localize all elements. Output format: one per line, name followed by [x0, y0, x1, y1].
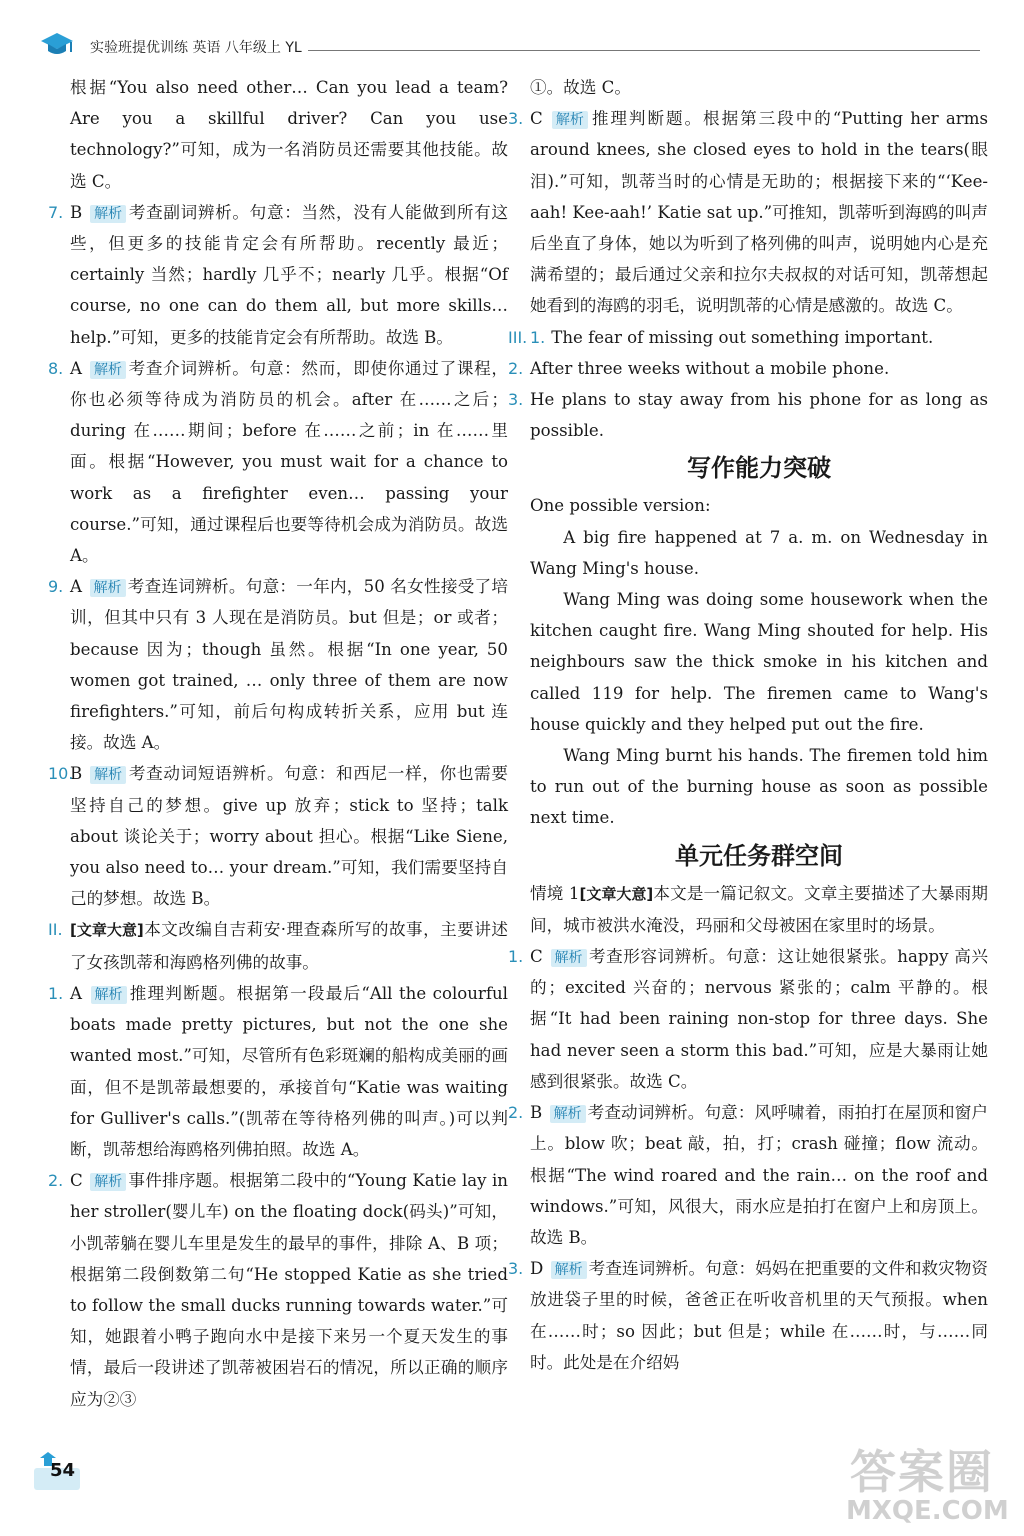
answer-letter: B [70, 764, 83, 784]
answer-letter: D [530, 1259, 544, 1279]
answer-item-s2 [48, 1165, 508, 1415]
answer-text: 考查副词辨析。句意：当然，没有人能做到所有这些，但更多的技能肯定会有所帮助。recently 最近；certainly 当然；hardly 几乎不；nearly 几乎。根据“Of course, no one can do them all, but more skills… help.”可知，更多的技能肯定会有所帮助。故选 B。 [70, 202, 508, 347]
graduation-cap-icon [40, 30, 74, 60]
analysis-tag: 解析 [551, 949, 587, 967]
section-2-summary [48, 914, 508, 977]
item-number: 3. [508, 390, 524, 410]
header-title: 实验班提优训练 英语 八年级上 YL [90, 40, 302, 56]
analysis-tag: 解析 [552, 111, 588, 129]
answer-text: 考查连词辨析。句意：一年内，50 名女性接受了培训，但其中只有 3 人现在是消防员。but 但是；or 或者；because 因为；though 虽然。根据“In one year, 50 women got trained, … only three of them are now firefighters.”可知，前后句构成转折关系，应用 but 连接。故选 A。 [70, 577, 508, 753]
paragraph-continued: ①。故选 C。 [530, 78, 631, 97]
writing-paragraph: A big fire happened at 7 a. m. on Wednesday in Wang Ming's house. [530, 527, 988, 578]
section-3-item-1 [508, 322, 988, 353]
answer-text: 考查介词辨析。句意：然而，即使你通过了课程，你也必须等待成为消防员的机会。after 在……之后；during 在……期间；before 在……之前；in 在……里面。根据“However, you must wait for a chance to work as a firefighter even… passing your course.”可知，通过课程后也要等待机会成为消防员。故选 A。 [70, 358, 509, 566]
section-number: II. [48, 920, 63, 940]
analysis-tag: 解析 [551, 1261, 587, 1279]
answer-text: 考查形容词辨析。句意：这让她很紧张。happy 高兴的；excited 兴奋的；nervous 紧张的；calm 平静的。根据“It had been raining non-stop for three days. She had never seen a storm this bad.”可知，应是大暴雨让她感到很紧张。故选 C。 [530, 947, 988, 1091]
summary-tag: [文章大意] [579, 884, 654, 903]
writing-heading: 写作能力突破 [687, 454, 831, 483]
right-column [508, 72, 989, 1378]
analysis-tag: 解析 [550, 1105, 586, 1123]
answer-item-9 [48, 571, 508, 758]
scene-label: 情境 1 [530, 883, 580, 903]
answer-item-u3 [508, 1253, 988, 1378]
writing-paragraph: Wang Ming was doing some housework when the kitchen caught fire. Wang Ming shouted for help. His neighbours saw the thick smoke in his kitchen and called 119 for help. The firemen came to Wang's house quickly and they helped put out the fire. [530, 590, 988, 734]
answer-text: He plans to stay away from his phone for as long as possible. [530, 390, 988, 441]
item-number: 3. [508, 1259, 524, 1279]
analysis-tag: 解析 [90, 361, 126, 379]
item-number: 8. [48, 358, 64, 378]
answer-letter: B [70, 202, 83, 222]
summary-text: 本文改编自吉莉安·理查森所写的故事，主要讲述了女孩凯蒂和海鸥格列佛的故事。 [70, 920, 508, 972]
unit-heading: 单元任务群空间 [675, 841, 843, 870]
item-number: 7. [48, 202, 64, 222]
answer-item-10 [48, 758, 508, 914]
answer-item-u2 [508, 1097, 989, 1253]
section-3-item-3 [508, 384, 988, 446]
item-number: 1. [508, 947, 524, 967]
answer-text: 考查动词短语辨析。句意：和西尼一样，你也需要坚持自己的梦想。give up 放弃；stick to 坚持；talk about 谈论关于；worry about 担心。根据“Like Siene, you also need to… your dream.”可知，我们需要坚持自己的梦想。故选 B。 [70, 764, 508, 909]
analysis-tag: 解析 [90, 1173, 126, 1191]
answer-letter: A [70, 577, 82, 597]
item-number: 9. [48, 577, 64, 597]
summary-tag: [文章大意] [70, 921, 144, 940]
answer-letter: A [70, 983, 82, 1003]
section-3-item-2 [508, 353, 988, 384]
answer-text: 推理判断题。根据第三段中的“Putting her arms around knees, she closed eyes to hold in the tears(眼泪).”可知，凯蒂当时的心情是无助的；根据接下来的“‘Kee-aah! Kee-aah!’ Katie sat up.”可推知，凯蒂听到海鸥的叫声后坐直了身体，她以为听到了格列佛的叫声，说明她内心是充满希望的；最后通过父亲和拉尔夫叔叔的对话可知，凯蒂想起她看到的海鸥的羽毛，说明凯蒂的心情是感激的。故选 C。 [530, 109, 988, 316]
writing-intro: One possible version: [530, 496, 711, 516]
writing-paragraph: Wang Ming burnt his hands. The firemen told him to run out of the burning house as soon as possible next time. [530, 746, 988, 828]
answer-item-7 [48, 197, 508, 353]
unit-summary [530, 878, 988, 941]
watermark-line-2: MXQE.COM [846, 1496, 1009, 1526]
answer-item-8 [48, 353, 509, 571]
header-divider [308, 50, 980, 51]
analysis-tag: 解析 [90, 205, 126, 223]
page-header [40, 30, 980, 64]
analysis-tag: 解析 [90, 766, 126, 784]
section-number: III. [508, 327, 528, 347]
answer-text: 考查动词辨析。句意：风呼啸着，雨拍打在屋顶和窗户上。blow 吹；beat 敲，拍，打；crash 碰撞；flow 流动。根据“The wind roared and the rain… on the roof and windows.”可知，风很大，雨水应是拍打在窗户上和房顶上。故选 B。 [530, 1103, 989, 1247]
answer-text: After three weeks without a mobile phone. [530, 358, 890, 378]
watermark-line-1: 答案圈 [850, 1445, 994, 1499]
answer-letter: C [530, 947, 543, 967]
answer-text: 事件排序题。根据第二段中的“Young Katie lay in her stroller(婴儿车) on the floating dock(码头)”可知，小凯蒂躺在婴儿车里是发生的最早的事件，排除 A、B 项；根据第二段倒数第二句“He stopped Katie as she tried to follow the small ducks running towards water.”可知，她跟着小鸭子跑向水中是接下来另一个夏天发生的事情，最后一段讲述了凯蒂被困岩石的情况，所以正确的顺序应为②③ [70, 1171, 508, 1409]
answer-letter: C [70, 1171, 83, 1191]
analysis-tag: 解析 [90, 579, 126, 597]
item-number: 10. [48, 764, 74, 784]
answer-letter: C [530, 109, 543, 129]
paragraph-continued: 根据“You also need other… Can you lead a team? Are you a skillful driver? Can you use technology?”可知，成为一名消防员还需要其他技能。故选 C。 [70, 78, 508, 191]
left-column [48, 72, 509, 1415]
item-number: 2. [48, 1171, 64, 1191]
item-number: 1. [48, 983, 64, 1003]
item-number: 1. [530, 327, 546, 347]
answer-text: The fear of missing out something important. [551, 327, 934, 347]
answer-item-u1 [508, 941, 988, 1097]
site-watermark [846, 1436, 1009, 1528]
answer-item-s1 [48, 978, 508, 1165]
answer-text: 推理判断题。根据第一段最后“All the colourful boats made pretty pictures, but not the one she wanted most.”可知，尽管所有色彩斑斓的船构成美丽的画面，但不是凯蒂最想要的，承接首句“Katie was waiting for Gulliver's calls.”(凯蒂在等待格列佛的叫声。)可以判断，凯蒂想给海鸥格列佛拍照。故选 A。 [70, 983, 508, 1159]
page-number-badge [30, 1452, 84, 1492]
answer-letter: B [530, 1103, 543, 1123]
answer-item-s3 [508, 103, 988, 321]
analysis-tag: 解析 [91, 986, 127, 1004]
item-number: 2. [508, 358, 524, 378]
answer-letter: A [70, 358, 82, 378]
item-number: 2. [508, 1103, 524, 1123]
summary-text: 本文是一篇记叙文。文章主要描述了大暴雨期间，城市被洪水淹没，玛丽和父母被困在家里时的场景。 [530, 883, 988, 935]
answer-text: 考查连词辨析。句意：妈妈在把重要的文件和救灾物资放进袋子里的时候，爸爸正在听收音机里的天气预报。when 在……时；so 因此；but 但是；while 在……时，与……同时。此处是在介绍妈 [530, 1259, 988, 1372]
page-number: 54 [50, 1460, 76, 1481]
item-number: 3. [508, 109, 524, 129]
